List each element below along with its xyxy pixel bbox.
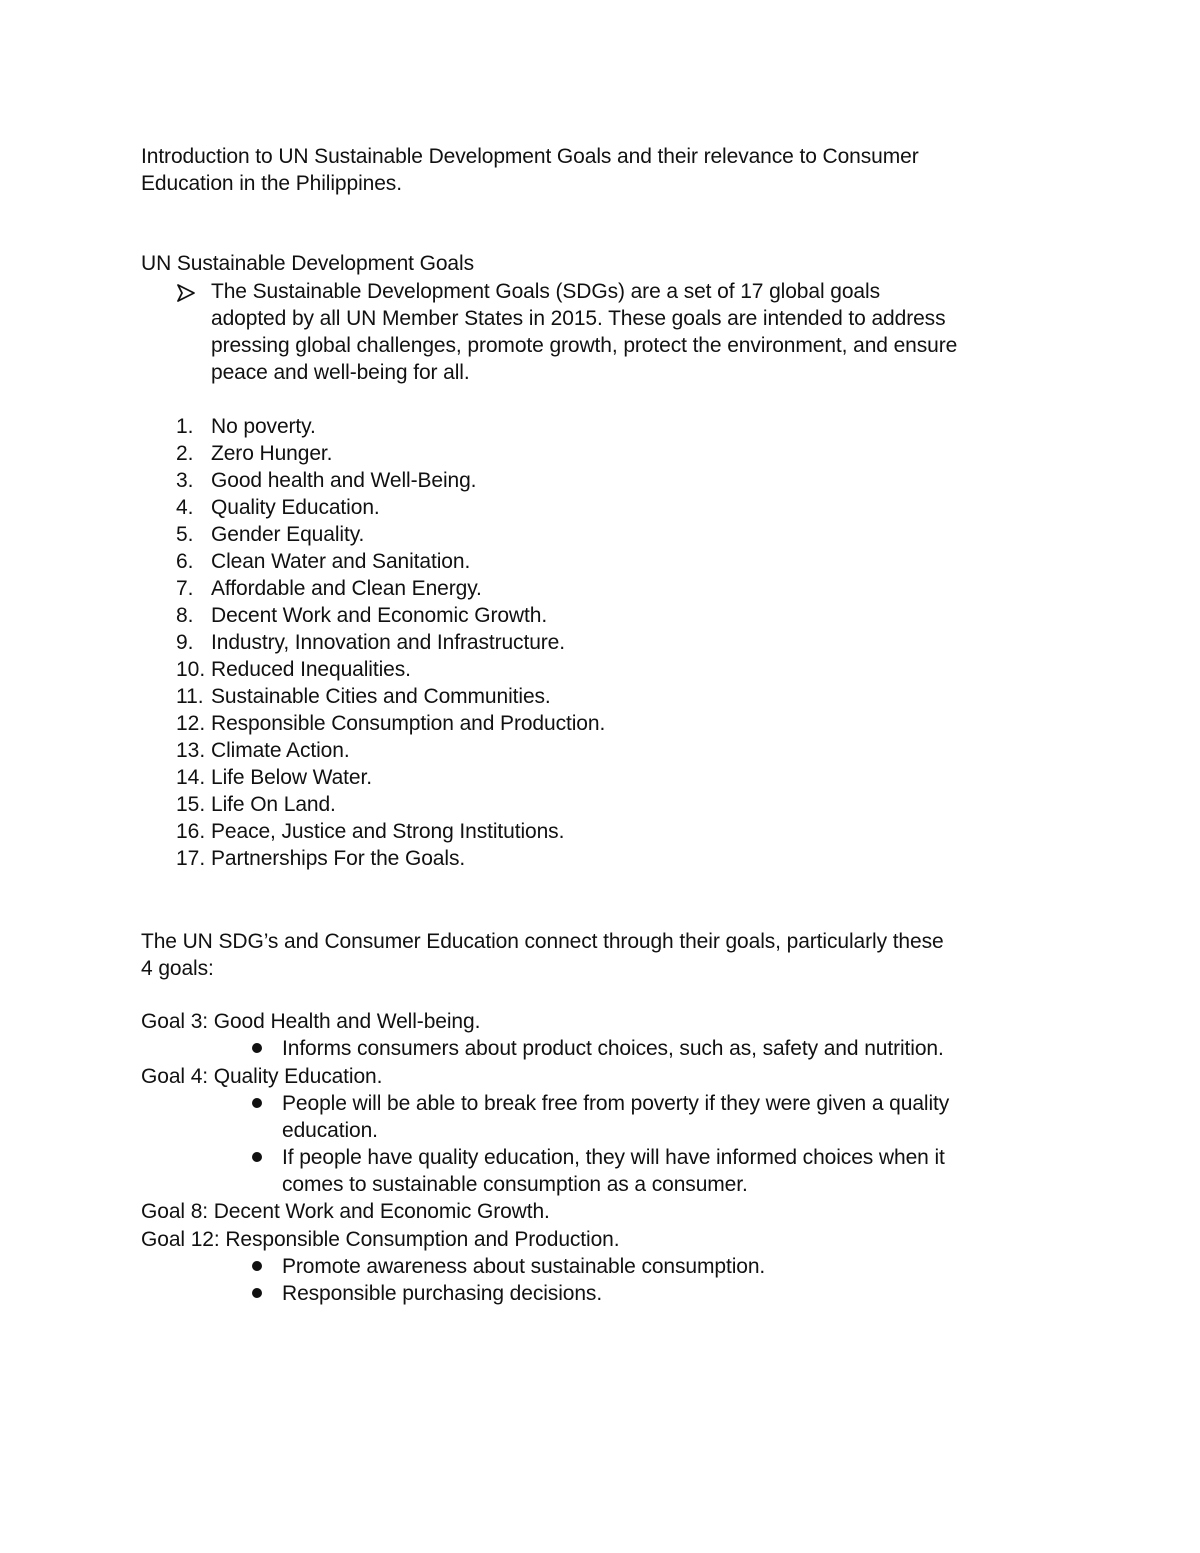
- goal-12-bullet-2: Responsible purchasing decisions.: [282, 1282, 603, 1305]
- list-item-text: No poverty.: [211, 415, 316, 438]
- title-line-1: Introduction to UN Sustainable Development Goals and their relevance to Consumer: [141, 145, 919, 168]
- arrow-bullet-icon: [176, 283, 196, 303]
- list-item-text: Affordable and Clean Energy.: [211, 577, 482, 600]
- list-item-text: Gender Equality.: [211, 523, 365, 546]
- list-item-number: 5.: [176, 523, 194, 546]
- list-item-text: Life Below Water.: [211, 766, 372, 789]
- goal-12-heading: Goal 12: Responsible Consumption and Production.: [141, 1228, 620, 1251]
- list-item-number: 9.: [176, 631, 194, 654]
- sdg-intro-line-3: pressing global challenges, promote growth, protect the environment, and ensure: [211, 334, 958, 357]
- sdg-intro-line-2: adopted by all UN Member States in 2015. These goals are intended to address: [211, 307, 946, 330]
- list-item-number: 7.: [176, 577, 194, 600]
- list-item-number: 11.: [176, 685, 204, 708]
- list-item-text: Climate Action.: [211, 739, 350, 762]
- list-item-number: 8.: [176, 604, 194, 627]
- list-item-number: 17.: [176, 847, 206, 870]
- sdg-intro-line-1: The Sustainable Development Goals (SDGs) are a set of 17 global goals: [211, 280, 880, 303]
- goal-4-bullet-2-line-1: If people have quality education, they will have informed choices when it: [282, 1146, 945, 1169]
- list-item-text: Sustainable Cities and Communities.: [211, 685, 551, 708]
- list-item-text: Zero Hunger.: [211, 442, 333, 465]
- list-item-number: 10.: [176, 658, 206, 681]
- list-item-text: Industry, Innovation and Infrastructure.: [211, 631, 565, 654]
- list-item-text: Quality Education.: [211, 496, 380, 519]
- goal-4-bullet-1-line-2: education.: [282, 1119, 378, 1142]
- goal-3-heading: Goal 3: Good Health and Well-being.: [141, 1010, 481, 1033]
- bullet-dot-icon: [252, 1098, 262, 1108]
- bullet-dot-icon: [252, 1288, 262, 1298]
- list-item-number: 1.: [176, 415, 194, 438]
- list-item-number: 14.: [176, 766, 206, 789]
- list-item-text: Responsible Consumption and Production.: [211, 712, 606, 735]
- list-item-number: 15.: [176, 793, 206, 816]
- list-item-text: Good health and Well-Being.: [211, 469, 477, 492]
- list-item-number: 16.: [176, 820, 206, 843]
- list-item-number: 13.: [176, 739, 206, 762]
- goal-8-heading: Goal 8: Decent Work and Economic Growth.: [141, 1200, 550, 1223]
- list-item-number: 4.: [176, 496, 194, 519]
- sdg-heading: UN Sustainable Development Goals: [141, 252, 474, 275]
- list-item-text: Reduced Inequalities.: [211, 658, 411, 681]
- sdg-intro-line-4: peace and well-being for all.: [211, 361, 470, 384]
- goal-4-heading: Goal 4: Quality Education.: [141, 1065, 383, 1088]
- bullet-dot-icon: [252, 1152, 262, 1162]
- goal-12-bullet-1: Promote awareness about sustainable consumption.: [282, 1255, 766, 1278]
- list-item-text: Clean Water and Sanitation.: [211, 550, 471, 573]
- goal-4-bullet-1-line-1: People will be able to break free from poverty if they were given a quality: [282, 1092, 950, 1115]
- list-item-number: 2.: [176, 442, 194, 465]
- list-item-number: 12.: [176, 712, 206, 735]
- list-item-text: Partnerships For the Goals.: [211, 847, 466, 870]
- bullet-dot-icon: [252, 1043, 262, 1053]
- bullet-dot-icon: [252, 1261, 262, 1271]
- list-item-text: Life On Land.: [211, 793, 336, 816]
- list-item-number: 6.: [176, 550, 194, 573]
- connection-line-1: The UN SDG’s and Consumer Education connect through their goals, particularly these: [141, 930, 944, 953]
- connection-line-2: 4 goals:: [141, 957, 214, 980]
- goal-4-bullet-2-line-2: comes to sustainable consumption as a consumer.: [282, 1173, 748, 1196]
- list-item-text: Peace, Justice and Strong Institutions.: [211, 820, 565, 843]
- title-line-2: Education in the Philippines.: [141, 172, 402, 195]
- goal-3-bullet-1: Informs consumers about product choices, such as, safety and nutrition.: [282, 1037, 944, 1060]
- list-item-text: Decent Work and Economic Growth.: [211, 604, 548, 627]
- list-item-number: 3.: [176, 469, 194, 492]
